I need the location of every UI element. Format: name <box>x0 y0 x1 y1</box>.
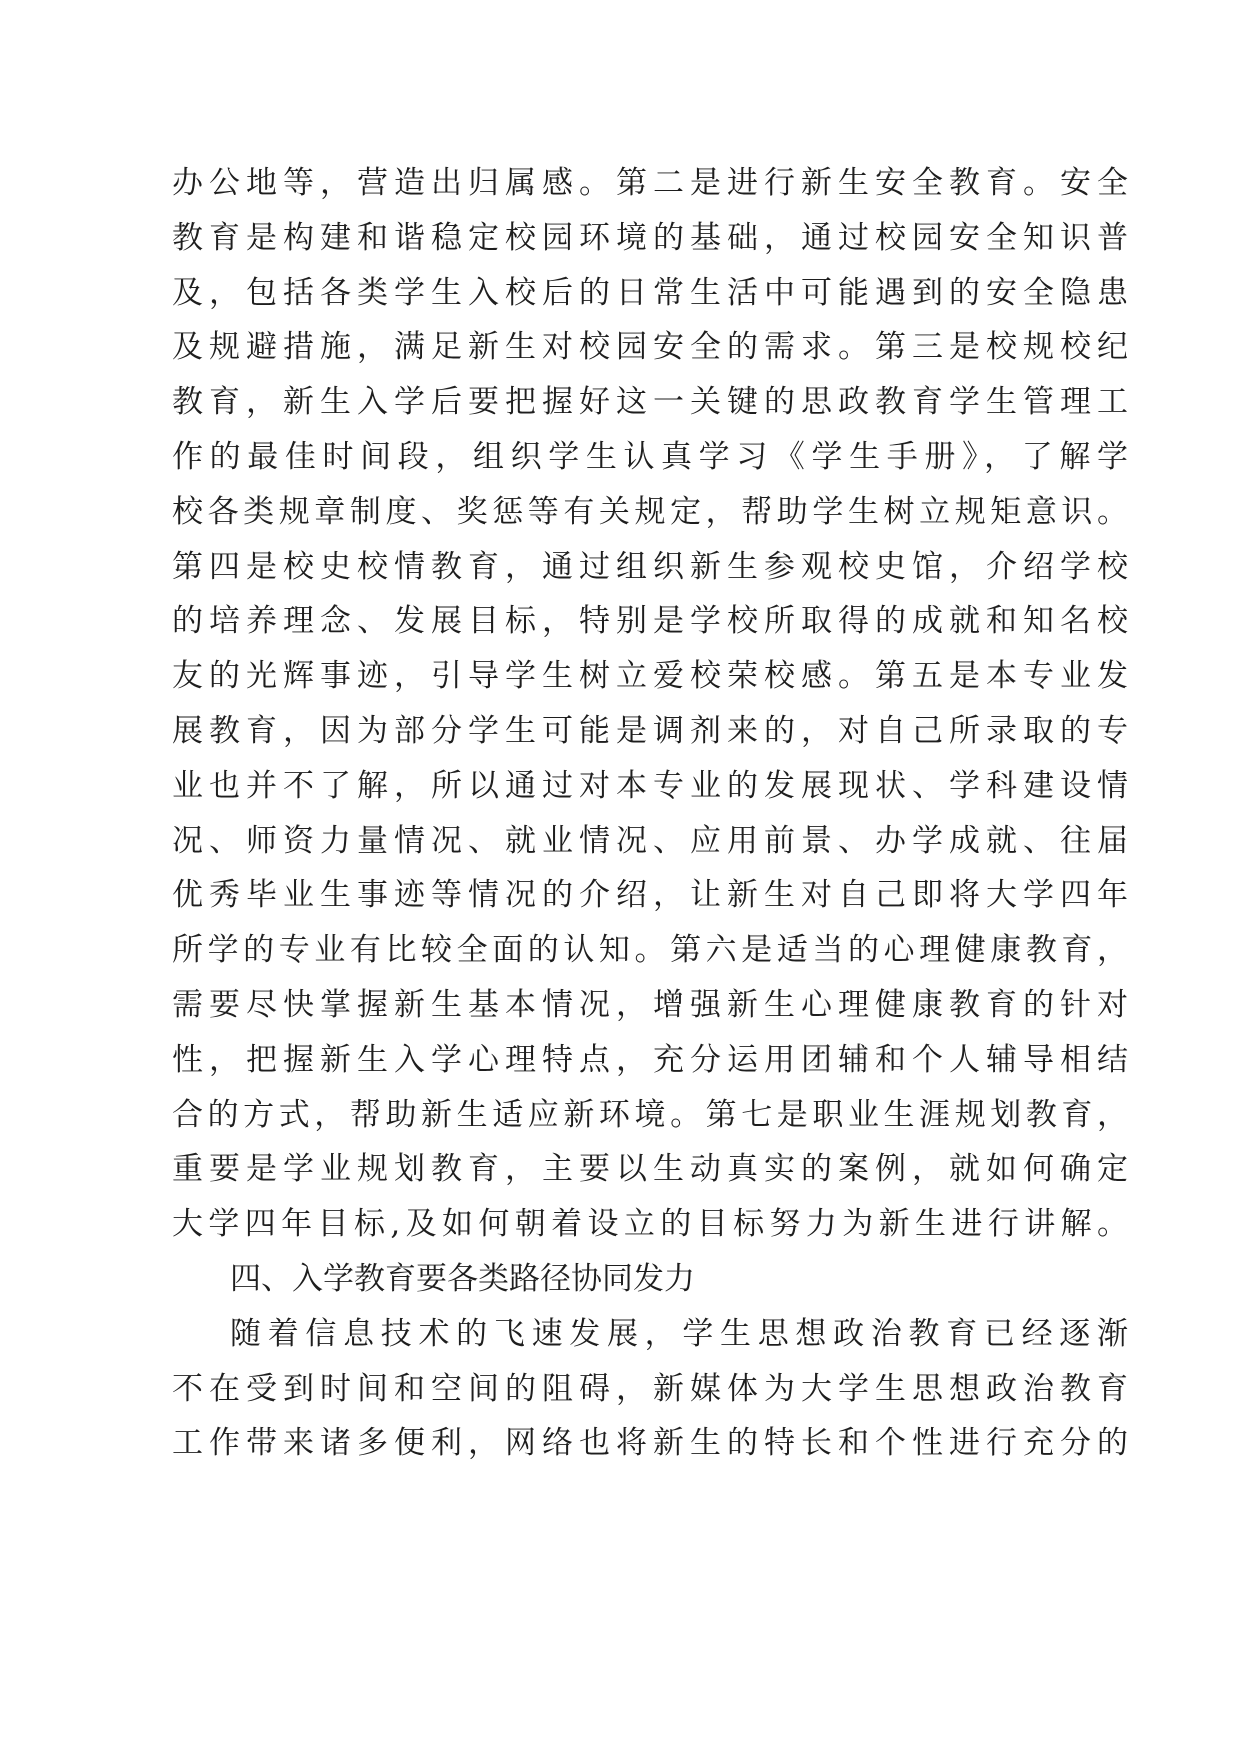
text-line: 办公地等，营造出归属感。第二是进行新生安全教育。安全 <box>172 165 1128 201</box>
text-line: 及，包括各类学生入校后的日常生活中可能遇到的安全隐患 <box>172 274 1128 311</box>
text-line: 优秀毕业生事迹等情况的介绍，让新生对自己即将大学四年 <box>172 877 1128 914</box>
paragraph-2 <box>172 1307 1128 1471</box>
text-line: 第四是校史校情教育，通过组织新生参观校史馆，介绍学校 <box>172 548 1128 585</box>
text-line: 大学四年目标,及如何朝着设立的目标努力为新生进行讲解。 <box>172 1206 1128 1243</box>
text-line: 作的最佳时间段，组织学生认真学习《学生手册》，了解学 <box>172 438 1128 475</box>
text-line: 教育，新生入学后要把握好这一关键的思政教育学生管理工 <box>172 384 1128 421</box>
text-line: 的培养理念、发展目标，特别是学校所取得的成就和知名校 <box>172 603 1128 640</box>
text-line: 工作带来诸多便利，网络也将新生的特长和个性进行充分的 <box>172 1425 1128 1462</box>
text-line: 性，把握新生入学心理特点，充分运用团辅和个人辅导相结 <box>172 1041 1128 1078</box>
text-line: 教育是构建和谐稳定校园环境的基础，通过校园安全知识普 <box>172 219 1128 256</box>
paragraph-1 <box>172 156 1128 1252</box>
text-line: 需要尽快掌握新生基本情况，增强新生心理健康教育的针对 <box>172 986 1128 1023</box>
text-line: 重要是学业规划教育，主要以生动真实的案例，就如何确定 <box>172 1151 1128 1188</box>
section-heading: 四、入学教育要各类路径协同发力 <box>230 1260 695 1297</box>
document-body <box>172 156 1128 1471</box>
text-line: 展教育，因为部分学生可能是调剂来的，对自己所录取的专 <box>172 712 1128 749</box>
text-line: 不在受到时间和空间的阻碍，新媒体为大学生思想政治教育 <box>172 1370 1128 1407</box>
text-line: 校各类规章制度、奖惩等有关规定，帮助学生树立规矩意识。 <box>172 493 1128 530</box>
text-line: 业也并不了解，所以通过对本专业的发展现状、学科建设情 <box>172 767 1128 804</box>
text-line: 友的光辉事迹，引导学生树立爱校荣校感。第五是本专业发 <box>172 658 1128 695</box>
text-line: 合的方式，帮助新生适应新环境。第七是职业生涯规划教育， <box>172 1096 1128 1133</box>
text-line: 及规避措施，满足新生对校园安全的需求。第三是校规校纪 <box>172 329 1128 366</box>
text-line: 所学的专业有比较全面的认知。第六是适当的心理健康教育， <box>172 932 1128 969</box>
text-line: 况、师资力量情况、就业情况、应用前景、办学成就、往届 <box>172 822 1128 859</box>
text-line: 随着信息技术的飞速发展，学生思想政治教育已经逐渐 <box>230 1315 1128 1352</box>
